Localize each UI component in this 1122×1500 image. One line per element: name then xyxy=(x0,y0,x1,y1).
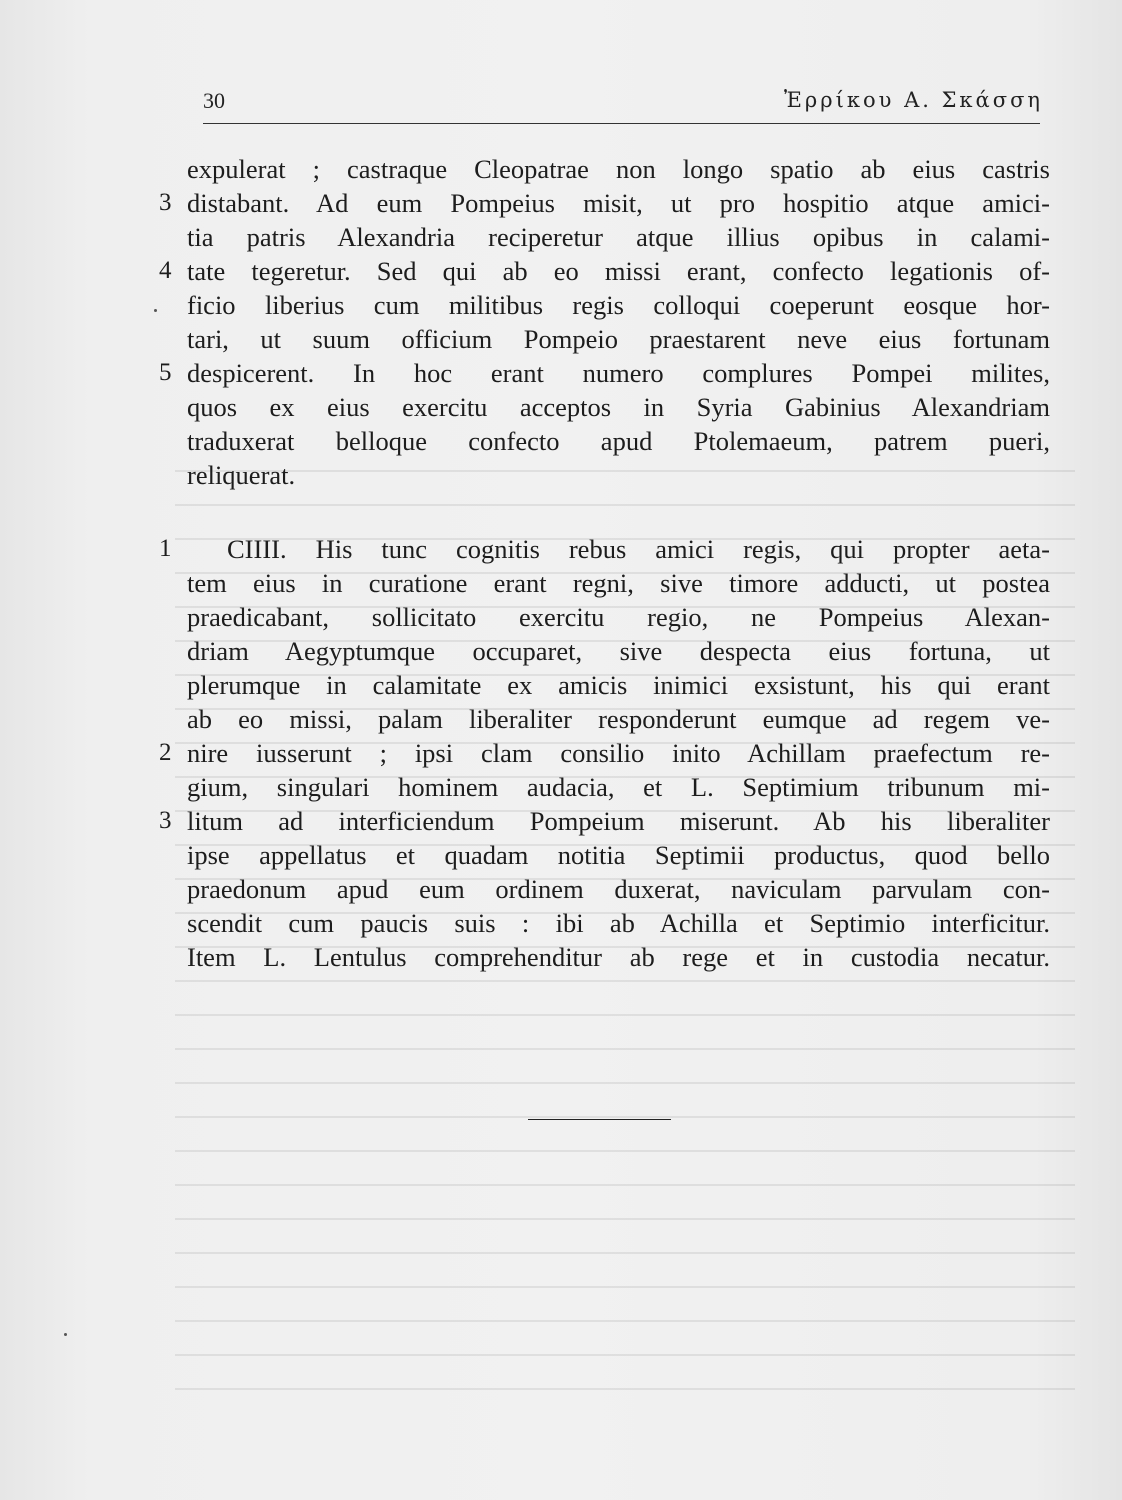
line-text: gium, singulari hominem audacia, et L. Septimium tribunum mi- xyxy=(187,772,1050,802)
line-text: plerumque in calamitate ex amicis inimici exsistunt, his qui erant xyxy=(187,670,1050,700)
line-text: expulerat ; castraque Cleopatrae non longo spatio ab eius castris xyxy=(187,154,1050,184)
line-text: reliquerat. xyxy=(187,460,296,490)
text-line xyxy=(187,940,1050,974)
line-text: quos ex eius exercitu acceptos in Syria Gabinius Alexandriam xyxy=(187,392,1050,422)
text-line xyxy=(187,634,1050,668)
text-line xyxy=(187,906,1050,940)
text-line xyxy=(187,220,1050,254)
text-line xyxy=(187,702,1050,736)
text-line xyxy=(187,458,1050,492)
text-line xyxy=(159,736,1050,770)
text-line xyxy=(159,254,1050,288)
text-line xyxy=(187,600,1050,634)
margin-number: 5 xyxy=(159,359,172,386)
line-text: tate tegeretur. Sed qui ab eo missi erant, confecto legationis of- xyxy=(187,256,1050,286)
line-text: ficio liberius cum militibus regis colloqui coeperunt eosque hor- xyxy=(187,290,1050,320)
line-text: ipse appellatus et quadam notitia Septimii productus, quod bello xyxy=(187,840,1050,870)
text-line xyxy=(187,668,1050,702)
line-text: tari, ut suum officium Pompeio praestarent neve eius fortunam xyxy=(187,324,1050,354)
header-rule xyxy=(203,123,1040,124)
margin-number: 4 xyxy=(159,257,172,284)
line-text: tem eius in curatione erant regni, sive timore adducti, ut postea xyxy=(187,568,1050,598)
page-number: 30 xyxy=(203,88,225,113)
text-block-chapter-end xyxy=(159,152,1050,492)
text-line xyxy=(187,770,1050,804)
text-line xyxy=(187,322,1050,356)
margin-number: 2 xyxy=(159,739,172,766)
line-text: scendit cum paucis suis : ibi ab Achilla et Septimio interficitur. xyxy=(187,908,1050,938)
text-line xyxy=(159,186,1050,220)
end-rule xyxy=(528,1119,671,1120)
text-line xyxy=(187,838,1050,872)
line-text: praedonum apud eum ordinem duxerat, naviculam parvulam con- xyxy=(187,874,1050,904)
page-header xyxy=(203,88,1043,118)
text-line xyxy=(187,424,1050,458)
margin-number: 3 xyxy=(159,189,172,216)
margin-number: 1 xyxy=(159,535,172,562)
text-line xyxy=(159,356,1050,390)
line-text: traduxerat belloque confecto apud Ptolemaeum, patrem pueri, xyxy=(187,426,1050,456)
text-line xyxy=(187,390,1050,424)
text-line xyxy=(159,804,1050,838)
line-text: litum ad interficiendum Pompeium miserunt. Ab his liberaliter xyxy=(187,806,1050,836)
line-text: driam Aegyptumque occuparet, sive despecta eius fortuna, ut xyxy=(187,636,1050,666)
margin-number: 3 xyxy=(159,807,172,834)
text-line xyxy=(187,152,1050,186)
running-head: Ἐρρίκου Α. Σκάσση xyxy=(784,88,1043,112)
line-text: praedicabant, sollicitato exercitu regio, ne Pompeius Alexan- xyxy=(187,602,1050,632)
line-text: Item L. Lentulus comprehenditur ab rege et in custodia necatur. xyxy=(187,942,1050,972)
text-line xyxy=(187,288,1050,322)
line-text: despicerent. In hoc erant numero complures Pompei milites, xyxy=(187,358,1050,388)
text-line xyxy=(159,532,1050,566)
text-line xyxy=(187,872,1050,906)
line-text: nire iusserunt ; ipsi clam consilio inito Achillam praefectum re- xyxy=(187,738,1050,768)
line-text: distabant. Ad eum Pompeius misit, ut pro hospitio atque amici- xyxy=(187,188,1050,218)
line-text: ab eo missi, palam liberaliter responderunt eumque ad regem ve- xyxy=(187,704,1050,734)
paper-speck xyxy=(154,309,157,312)
text-line xyxy=(187,566,1050,600)
line-text: CIIII. His tunc cognitis rebus amici regis, qui propter aeta- xyxy=(227,534,1050,564)
line-text: tia patris Alexandria reciperetur atque illius opibus in calami- xyxy=(187,222,1050,252)
text-block-chapter-104 xyxy=(159,532,1050,974)
paper-speck xyxy=(64,1333,67,1336)
